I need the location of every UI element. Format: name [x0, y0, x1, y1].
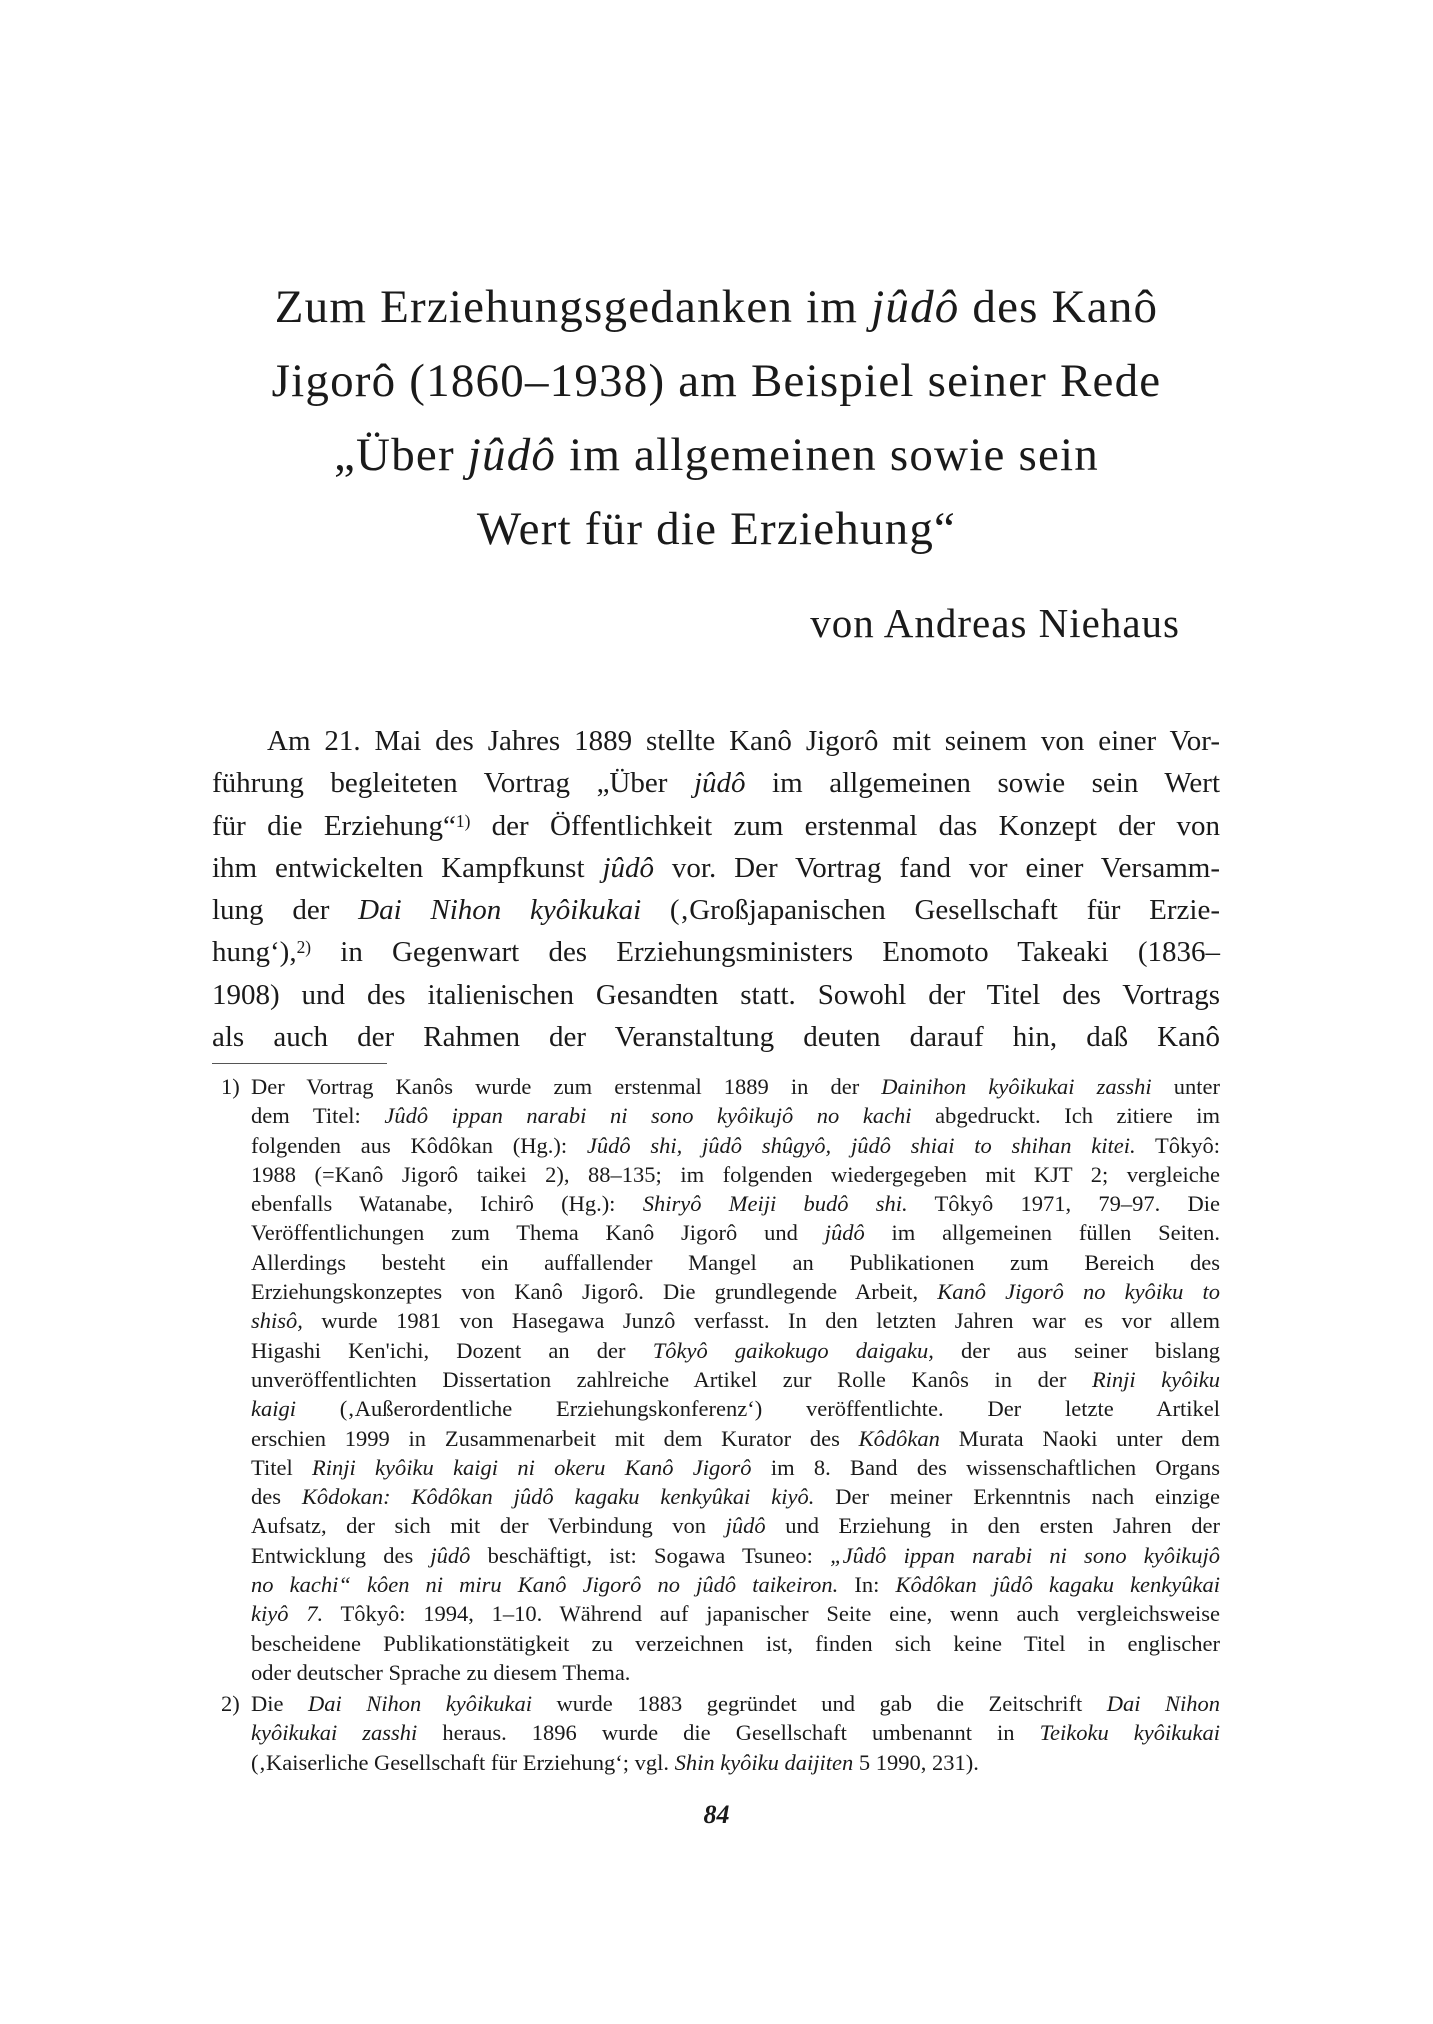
text-run: (‚Großjapanischen Gesellschaft für Erzie- [641, 894, 1220, 927]
footnote-line [251, 1248, 1220, 1277]
text-run: unveröffentlichten Dissertation zahlreiche Artikel zur Rolle Kanôs in der [251, 1366, 1092, 1392]
italic-term: Kôdokan: Kôdôkan jûdô kagaku kenkyûkai kiyô. [301, 1484, 815, 1510]
text-run: vor. Der Vortrag fand vor einer Versamm- [654, 851, 1220, 884]
footnote-line [251, 1718, 1220, 1747]
italic-term: Jûdô ippan narabi ni sono kyôikujô no kachi [384, 1103, 912, 1129]
text-run: des Kanô [959, 281, 1159, 333]
text-run: hung‘), [212, 936, 297, 969]
text-run: wurde 1981 von Hasegawa Junzô verfasst. In den letzten Jahren war es vor allem [302, 1308, 1220, 1334]
text-run: Der Vortrag Kanôs wurde zum erstenmal 1889 in der [251, 1074, 882, 1099]
italic-term: jûdô [871, 281, 960, 333]
text-run: ebenfalls Watanabe, Ichirô (Hg.): [251, 1191, 643, 1217]
text-run: abgedruckt. Ich zitiere im [911, 1103, 1220, 1129]
title-line [0, 492, 1433, 566]
body-line [212, 931, 1220, 973]
text-run: bescheidene Publikationstätigkeit zu verzeichnen ist, finden sich keine Titel in englischer [251, 1630, 1220, 1656]
footnote-line [251, 1748, 1220, 1777]
italic-term: jûdô [725, 1513, 766, 1539]
text-run: für die Erziehung“ [212, 809, 456, 842]
text-run: führung begleiteten Vortrag „Über [212, 767, 694, 800]
footnote-line [251, 1131, 1220, 1160]
footnote-line [251, 1689, 1220, 1718]
text-run: Tôkyô: 1994, 1–10. Während auf japanischer Seite eine, wenn auch vergleichsweise [323, 1601, 1220, 1627]
italic-term: Shiryô Meiji budô shi. [642, 1191, 908, 1217]
text-run: (‚Außerordentliche Erziehungskonferenz‘) veröffentlichte. Der letzte Artikel [296, 1396, 1220, 1422]
text-run: wurde 1883 gegründet und gab die Zeitschrift [531, 1691, 1107, 1716]
text-run: im 8. Band des wissenschaftlichen Organs [751, 1454, 1220, 1480]
italic-term: jûdô [430, 1542, 471, 1568]
body-paragraph [212, 720, 1220, 1058]
body-line [212, 762, 1220, 804]
text-run: ihm entwickelten Kampfkunst [212, 851, 603, 884]
body-line [212, 847, 1220, 889]
italic-term: kiyô 7. [251, 1601, 324, 1627]
footnote-row [221, 1689, 1220, 1777]
body-line [212, 720, 1220, 762]
footnote-line [251, 1160, 1220, 1189]
footnote-line [251, 1394, 1220, 1423]
text-run: und Erziehung in den ersten Jahren der [765, 1513, 1220, 1539]
italic-term: Dai Nihon [1106, 1691, 1220, 1716]
text-run: Jigorô (1860–1938) am Beispiel seiner Rede [271, 355, 1162, 407]
footnote-line [251, 1541, 1220, 1570]
text-run: Allerdings besteht ein auffallender Mangel an Publikationen zum Bereich des [251, 1249, 1220, 1275]
text-run: Veröffentlichungen zum Thema Kanô Jigorô und [251, 1220, 825, 1246]
text-run: 5 1990, 231). [853, 1749, 979, 1775]
footnote-separator [212, 1063, 387, 1064]
footnote-line [251, 1072, 1220, 1101]
text-run: Zum Erziehungsgedanken im [274, 281, 872, 333]
text-run: heraus. 1896 wurde die Gesellschaft umbenannt in [417, 1720, 1040, 1746]
italic-term: Shin kyôiku daijiten [674, 1749, 854, 1775]
italic-term: kyôikukai zasshi [251, 1720, 418, 1746]
footnote-2 [221, 1689, 1220, 1777]
title-line [0, 344, 1433, 418]
italic-term: Jûdô shi, jûdô shûgyô, jûdô shiai to shihan kitei. [586, 1132, 1136, 1158]
title-line [0, 418, 1433, 492]
text-run: Die [251, 1691, 308, 1716]
footnote-line [251, 1482, 1220, 1511]
text-run: unter [1151, 1074, 1220, 1099]
body-line [212, 1016, 1220, 1058]
footnote-line [251, 1218, 1220, 1247]
footnote-line [251, 1336, 1220, 1365]
footnote-line [251, 1658, 1220, 1687]
text-run: Wert für die Erziehung“ [476, 503, 957, 555]
text-run: „Über [334, 429, 468, 481]
text-run: im allgemeinen sowie sein Wert [745, 767, 1221, 800]
footnote-line [251, 1629, 1220, 1658]
footnote-line [251, 1101, 1220, 1130]
italic-term: Dainihon kyôikukai zasshi [881, 1074, 1152, 1099]
title-line [0, 270, 1433, 344]
italic-term: Teikoku kyôikukai [1039, 1720, 1221, 1746]
footnote-line [251, 1599, 1220, 1628]
italic-term: Rinji kyôiku [1091, 1366, 1220, 1392]
text-run: In: [838, 1572, 896, 1598]
italic-term: jûdô [824, 1220, 865, 1246]
text-run: Tôkyô: [1135, 1132, 1221, 1158]
footnote-line [251, 1453, 1220, 1482]
footnote-line [251, 1306, 1220, 1335]
text-run: im allgemeinen füllen Seiten. [864, 1220, 1220, 1246]
text-run: als auch der Rahmen der Veranstaltung deuten darauf hin, daß Kanô [212, 1021, 1220, 1054]
footnote-reference: 2) [296, 937, 312, 958]
italic-term: jûdô [602, 851, 654, 884]
footnote-line [251, 1189, 1220, 1218]
footnote-label: 1) [221, 1074, 240, 1099]
italic-term: jûdô [467, 429, 557, 481]
page-number: 84 [703, 1800, 730, 1829]
text-run: der aus seiner bislang [933, 1337, 1220, 1363]
footnote-line [251, 1570, 1220, 1599]
text-run: Der meiner Erkenntnis nach einzige [814, 1484, 1220, 1510]
text-run: im allgemeinen sowie sein [556, 429, 1099, 481]
italic-term: Kanô Jigorô no kyôiku to [937, 1279, 1220, 1305]
footnote-row [221, 1072, 1220, 1687]
text-run: 1988 (=Kanô Jigorô taikei 2), 88–135; im folgenden wiedergegeben mit KJT 2; vergleiche [251, 1161, 1220, 1187]
text-run: Tôkyô 1971, 79–97. Die [907, 1191, 1220, 1217]
italic-term: „Jûdô ippan narabi ni sono kyôikujô [830, 1542, 1220, 1568]
body-line [212, 889, 1220, 931]
text-run: beschäftigt, ist: Sogawa Tsuneo: [470, 1542, 831, 1568]
text-run: Am 21. Mai des Jahres 1889 stellte Kanô Jigorô mit seinem von einer Vor- [267, 725, 1220, 757]
text-run: Murata Naoki unter dem [939, 1425, 1220, 1451]
italic-term: shisô, [251, 1308, 303, 1334]
text-run: in Gegenwart des Erziehungsministers Enomoto Takeaki (1836– [311, 936, 1220, 969]
italic-term: Rinji kyôiku kaigi ni okeru Kanô Jigorô [312, 1454, 752, 1480]
footnote-line [251, 1511, 1220, 1540]
footnote-1 [221, 1072, 1220, 1687]
italic-term: kaigi [251, 1396, 296, 1422]
footnote-reference: 1) [455, 810, 471, 831]
text-run: dem Titel: [251, 1103, 385, 1129]
text-run: Erziehungskonzeptes von Kanô Jigorô. Die grundlegende Arbeit, [251, 1279, 938, 1305]
text-run: des [251, 1484, 302, 1510]
footnote-label: 2) [221, 1691, 240, 1716]
text-run: erschien 1999 in Zusammenarbeit mit dem Kurator des [251, 1425, 859, 1451]
italic-term: Kôdôkan [858, 1425, 940, 1451]
footnote-line [251, 1277, 1220, 1306]
text-run: 1908) und des italienischen Gesandten statt. Sowohl der Titel des Vortrags [212, 978, 1220, 1011]
author-byline: von Andreas Niehaus [810, 600, 1180, 646]
body-line [212, 974, 1220, 1016]
text-run: lung der [212, 894, 359, 927]
text-run: oder deutscher Sprache zu diesem Thema. [251, 1659, 631, 1685]
text-run: der Öffentlichkeit zum erstenmal das Konzept der von [470, 809, 1221, 842]
italic-term: Dai Nihon kyôikukai [308, 1691, 532, 1716]
text-run: (‚Kaiserliche Gesellschaft für Erziehung‘; vgl. [251, 1749, 675, 1775]
italic-term: Kôdôkan jûdô kagaku kenkyûkai [895, 1572, 1221, 1598]
italic-term: Dai Nihon kyôikukai [358, 894, 642, 927]
italic-term: no kachi“ kôen ni miru Kanô Jigorô no jûdô taikeiron. [251, 1572, 839, 1598]
footnote-line [251, 1365, 1220, 1394]
italic-term: jûdô [693, 767, 746, 800]
italic-term: Tôkyô gaikokugo daigaku, [652, 1337, 934, 1363]
text-run: Aufsatz, der sich mit der Verbindung von [251, 1513, 726, 1539]
text-run: Titel [251, 1454, 312, 1480]
article-title [0, 270, 1433, 566]
text-run: Higashi Ken'ichi, Dozent an der [251, 1337, 653, 1363]
text-run: folgenden aus Kôdôkan (Hg.): [251, 1132, 587, 1158]
text-run: Entwicklung des [251, 1542, 431, 1568]
body-line [212, 805, 1220, 847]
footnote-line [251, 1424, 1220, 1453]
